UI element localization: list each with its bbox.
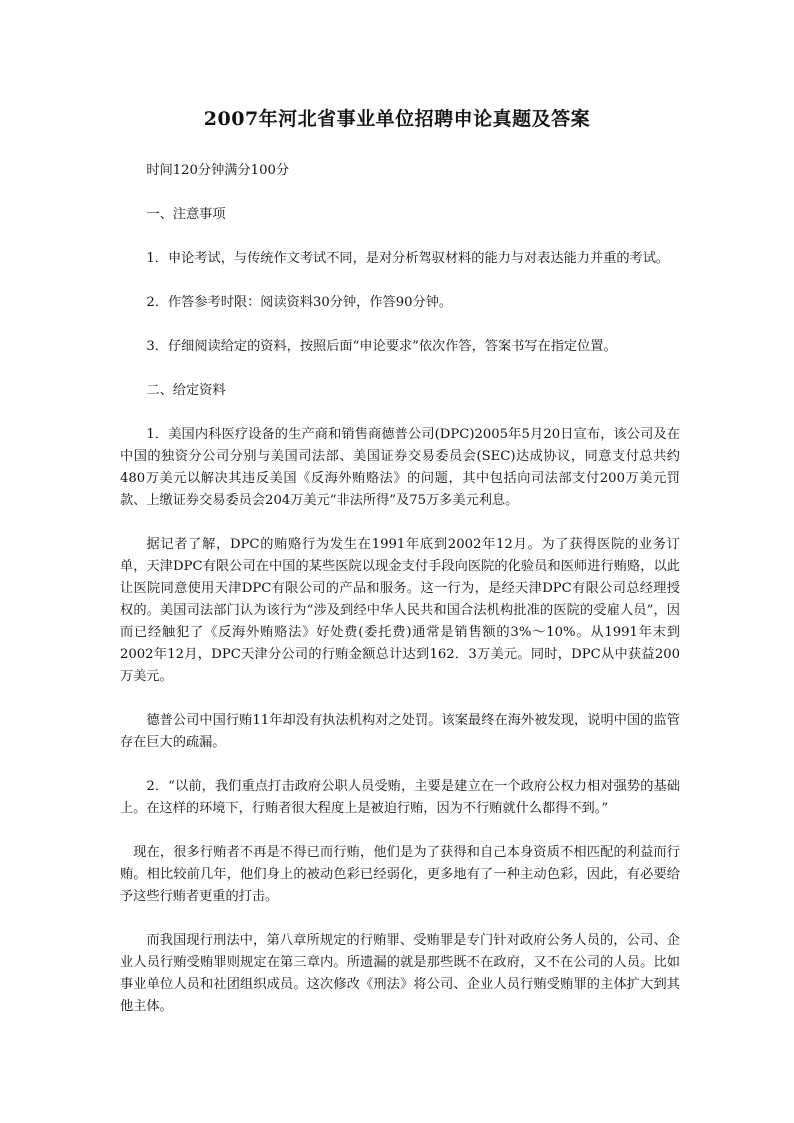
material-paragraph: 现在，很多行贿者不再是不得已而行贿，他们是为了获得和自己本身资质不相匹配的利益而行贿。相比较前几年，他们身上的被动色彩已经弱化，更多地有了一种主动色彩，因此，有必要给予这些行贿者更重的打击。 (120, 845, 680, 904)
section-heading-notes: 一、注意事项 (146, 207, 226, 222)
document-body (120, 160, 680, 1040)
material-paragraph: 2．“以前，我们重点打击政府公职人员受贿，主要是建立在一个政府公权力相对强势的基础上。在这样的环境下，行贿者很大程度上是被迫行贿，因为不行贿就什么都得不到。” (120, 779, 680, 816)
note-item-1: 1．申论考试，与传统作文考试不同，是对分析驾驭材料的能力与对表达能力并重的考试。 (146, 251, 670, 266)
section-heading-materials: 二、给定资料 (146, 383, 226, 398)
document-title: 2007年河北省事业单位招聘申论真题及答案 (203, 108, 591, 130)
exam-time: 时间120分钟满分100分 (146, 163, 290, 178)
material-paragraph: 而我国现行刑法中，第八章所规定的行贿罪、受贿罪是专门针对政府公务人员的，公司、企业人员行贿受贿罪则规定在第三章内。所遗漏的就是那些既不在政府，又不在公司的人员。比如事业单位人员和社团组织成员。这次修改《刑法》将公司、企业人员行贿受贿罪的主体扩大到其他主体。 (120, 933, 680, 1014)
material-paragraph: 德普公司中国行贿11年却没有执法机构对之处罚。该案最终在海外被发现，说明中国的监管存在巨大的疏漏。 (120, 713, 680, 750)
note-item-3: 3．仔细阅读给定的资料，按照后面“申论要求”依次作答，答案书写在指定位置。 (146, 339, 617, 354)
note-item-2: 2．作答参考时限：阅读资料30分钟，作答90分钟。 (146, 295, 453, 310)
material-paragraph: 1．美国内科医疗设备的生产商和销售商德普公司(DPC)2005年5月20日宣布，该公司及在中国的独资分公司分别与美国司法部、美国证券交易委员会(SEC)达成协议，同意支付总共约480万美元以解决其违反美国《反海外贿赂法》的问题，其中包括向司法部支付200万美元罚款、上缴证券交易委员会204万美元“非法所得”及75万多美元利息。 (120, 427, 680, 508)
material-paragraph: 据记者了解，DPC的贿赂行为发生在1991年底到2002年12月。为了获得医院的业务订单，天津DPC有限公司在中国的某些医院以现金支付手段向医院的化验员和医师进行贿赂，以此让医院同意使用天津DPC有限公司的产品和服务。这一行为，是经天津DPC有限公司总经理授权的。美国司法部门认为该行为“涉及到经中华人民共和国合法机构批准的医院的受雇人员”，因而已经触犯了《反海外贿赂法》好处费(委托费)通常是销售额的3%～10%。从1991年末到2002年12月，DPC天津分公司的行贿金额总计达到162．3万美元。同时，DPC从中获益200万美元。 (120, 537, 680, 684)
